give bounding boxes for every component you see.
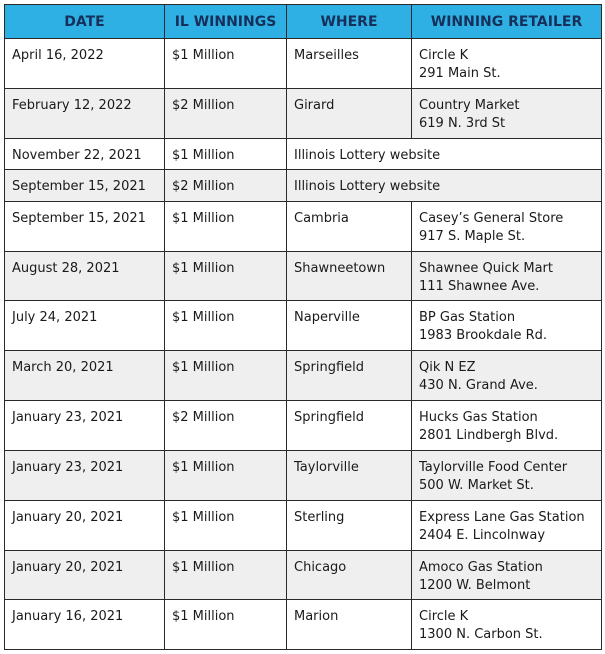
cell-date: January 16, 2021 [5, 600, 165, 650]
cell-winnings: $1 Million [165, 138, 287, 170]
cell-date: March 20, 2021 [5, 351, 165, 401]
table-row [5, 550, 602, 600]
table-row [5, 39, 602, 89]
header-row [5, 5, 602, 39]
cell-date: January 20, 2021 [5, 500, 165, 550]
cell-date: February 12, 2022 [5, 88, 165, 138]
cell-date: September 15, 2021 [5, 201, 165, 251]
retailer-address: 430 N. Grand Ave. [419, 378, 538, 394]
cell-winnings: $1 Million [165, 251, 287, 301]
cell-winnings: $1 Million [165, 351, 287, 401]
cell-retailer [412, 39, 602, 89]
table-row [5, 170, 602, 202]
retailer-address: 619 N. 3rd St [419, 115, 506, 131]
cell-where: Cambria [287, 201, 412, 251]
cell-winnings: $1 Million [165, 201, 287, 251]
cell-retailer [412, 600, 602, 650]
header-where: WHERE [287, 5, 412, 39]
retailer-name: BP Gas Station [419, 310, 516, 326]
cell-winnings: $1 Million [165, 39, 287, 89]
table-row [5, 251, 602, 301]
retailer-name: Casey’s General Store [419, 210, 564, 226]
table-row [5, 351, 602, 401]
cell-date: August 28, 2021 [5, 251, 165, 301]
retailer-address: 2404 E. Lincolnway [419, 527, 546, 543]
cell-where: Illinois Lottery website [287, 138, 602, 170]
table-row [5, 138, 602, 170]
retailer-name: Hucks Gas Station [419, 410, 538, 426]
retailer-name: Country Market [419, 97, 520, 113]
cell-where: Illinois Lottery website [287, 170, 602, 202]
retailer-name: Amoco Gas Station [419, 559, 543, 575]
header-retailer: WINNING RETAILER [412, 5, 602, 39]
cell-retailer [412, 401, 602, 451]
cell-retailer [412, 351, 602, 401]
retailer-address: 1983 Brookdale Rd. [419, 328, 548, 344]
retailer-name: Circle K [419, 609, 469, 625]
cell-date: July 24, 2021 [5, 301, 165, 351]
table-row [5, 401, 602, 451]
cell-date: January 23, 2021 [5, 450, 165, 500]
cell-where: Girard [287, 88, 412, 138]
cell-retailer [412, 450, 602, 500]
cell-where: Marion [287, 600, 412, 650]
cell-retailer [412, 251, 602, 301]
retailer-name: Express Lane Gas Station [419, 509, 585, 525]
cell-winnings: $2 Million [165, 170, 287, 202]
cell-retailer [412, 301, 602, 351]
table-row [5, 88, 602, 138]
table-row [5, 600, 602, 650]
retailer-address: 111 Shawnee Ave. [419, 278, 540, 294]
cell-where: Naperville [287, 301, 412, 351]
cell-date: November 22, 2021 [5, 138, 165, 170]
table-row [5, 450, 602, 500]
cell-retailer [412, 201, 602, 251]
cell-winnings: $1 Million [165, 450, 287, 500]
cell-where: Shawneetown [287, 251, 412, 301]
cell-date: April 16, 2022 [5, 39, 165, 89]
retailer-address: 1300 N. Carbon St. [419, 627, 543, 643]
cell-winnings: $1 Million [165, 500, 287, 550]
cell-date: September 15, 2021 [5, 170, 165, 202]
retailer-address: 500 W. Market St. [419, 477, 534, 493]
retailer-name: Taylorville Food Center [419, 459, 568, 475]
cell-winnings: $1 Million [165, 301, 287, 351]
cell-retailer [412, 500, 602, 550]
cell-winnings: $2 Million [165, 88, 287, 138]
cell-where: Chicago [287, 550, 412, 600]
retailer-name: Shawnee Quick Mart [419, 260, 553, 276]
cell-retailer [412, 550, 602, 600]
cell-where: Taylorville [287, 450, 412, 500]
header-date: DATE [5, 5, 165, 39]
cell-date: January 20, 2021 [5, 550, 165, 600]
retailer-address: 291 Main St. [419, 66, 501, 81]
retailer-name: Circle K [419, 48, 469, 63]
retailer-address: 1200 W. Belmont [419, 577, 531, 593]
table-row [5, 500, 602, 550]
cell-date: January 23, 2021 [5, 401, 165, 451]
retailer-name: Qik N EZ [419, 360, 476, 376]
retailer-address: 917 S. Maple St. [419, 228, 526, 244]
cell-where: Sterling [287, 500, 412, 550]
cell-winnings: $2 Million [165, 401, 287, 451]
cell-winnings: $1 Million [165, 600, 287, 650]
cell-where: Springfield [287, 351, 412, 401]
cell-retailer [412, 88, 602, 138]
lottery-winners-table [4, 4, 602, 650]
table-row [5, 301, 602, 351]
header-winnings: IL WINNINGS [165, 5, 287, 39]
cell-where: Marseilles [287, 39, 412, 89]
cell-winnings: $1 Million [165, 550, 287, 600]
retailer-address: 2801 Lindbergh Blvd. [419, 428, 559, 444]
table-row [5, 201, 602, 251]
cell-where: Springfield [287, 401, 412, 451]
